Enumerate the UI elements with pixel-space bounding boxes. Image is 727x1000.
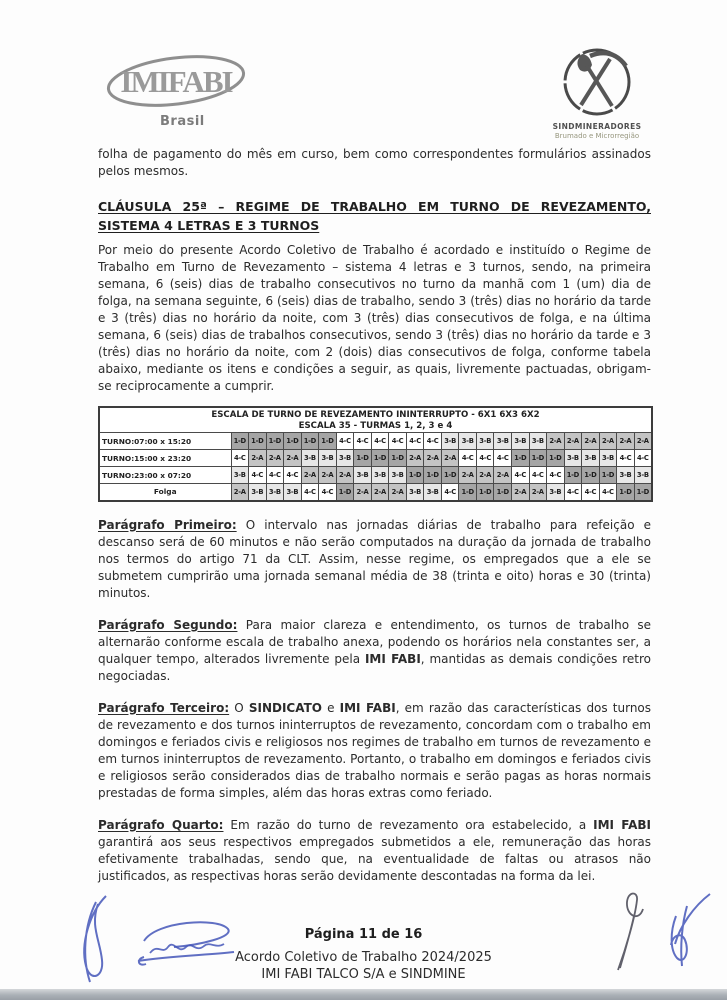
- schedule-cell: 2-A: [476, 467, 494, 484]
- document-body: [98, 146, 651, 885]
- paragraph-lead: Parágrafo Segundo:: [98, 617, 238, 632]
- schedule-cell: 1-D: [406, 467, 424, 484]
- schedule-cell: 3-B: [354, 467, 372, 484]
- schedule-cell: 3-B: [634, 467, 652, 484]
- schedule-cell: 2-A: [494, 467, 512, 484]
- schedule-cell: 3-B: [249, 484, 267, 501]
- schedule-cell: 1-D: [582, 467, 600, 484]
- schedule-cell: 4-C: [266, 467, 284, 484]
- schedule-cell: 3-B: [284, 484, 302, 501]
- schedule-cell: 2-A: [249, 450, 267, 467]
- shift-schedule-body: [99, 433, 652, 501]
- schedule-cell: 2-A: [634, 433, 652, 450]
- schedule-cell: 4-C: [424, 433, 442, 450]
- schedule-subtitle: ESCALA 35 - TURMAS 1, 2, 3 e 4: [99, 421, 652, 433]
- schedule-cell: 3-B: [336, 450, 354, 467]
- schedule-cell: 1-D: [459, 484, 477, 501]
- schedule-cell: 4-C: [476, 450, 494, 467]
- paragraph-lead: Parágrafo Quarto:: [98, 817, 224, 832]
- schedule-cell: 1-D: [476, 484, 494, 501]
- schedule-cell: 3-B: [424, 484, 442, 501]
- schedule-row-label: TURNO:07:00 x 15:20: [99, 433, 231, 450]
- schedule-cell: 1-D: [599, 467, 617, 484]
- schedule-cell: 4-C: [459, 450, 477, 467]
- clause-title: CLÁUSULA 25ª – REGIME DE TRABALHO EM TURNO DE REVEZAMENTO, SISTEMA 4 LETRAS E 3 TURNOS: [98, 199, 651, 233]
- schedule-cell: 4-C: [284, 467, 302, 484]
- schedule-cell: 2-A: [459, 467, 477, 484]
- schedule-cell: 3-B: [301, 450, 319, 467]
- paragraph-text: Em razão do turno de revezamento ora estabelecido, a IMI FABI garantirá aos seus respectivos empregados submetidos a ele, remuneração das horas efetivamente trabalhadas, sendo que, na eventualidade de faltas ou atrasos não justificados, as respectivas horas serão devidamente descontadas na forma da lei.: [98, 817, 651, 883]
- schedule-cell: 2-A: [301, 467, 319, 484]
- schedule-cell: 2-A: [529, 484, 547, 501]
- paragrafo-primeiro: [98, 517, 651, 602]
- schedule-cell: 3-B: [512, 433, 530, 450]
- schedule-title: ESCALA DE TURNO DE REVEZAMENTO ININTERRUPTO - 6X1 6X3 6X2: [211, 410, 540, 420]
- sindmineradores-name: SINDMINERADORES: [552, 122, 642, 131]
- schedule-cell: 2-A: [354, 484, 372, 501]
- crossed-pickaxe-shovel-icon: [560, 46, 634, 120]
- sindmineradores-region: Brumado e Microrregião: [554, 132, 640, 140]
- paragrafo-segundo: [98, 617, 651, 685]
- schedule-cell: 3-B: [406, 484, 424, 501]
- schedule-cell: 4-C: [599, 484, 617, 501]
- schedule-cell: 3-B: [319, 450, 337, 467]
- intro-paragraph: folha de pagamento do mês em curso, bem como correspondentes formulários assinados pelos mesmos.: [98, 147, 651, 178]
- schedule-row: [99, 484, 652, 501]
- schedule-cell: 1-D: [266, 433, 284, 450]
- schedule-cell: 4-C: [354, 433, 372, 450]
- schedule-cell: 4-C: [336, 433, 354, 450]
- schedule-cell: 4-C: [547, 467, 565, 484]
- schedule-cell: 4-C: [231, 450, 249, 467]
- paragraph-text: O SINDICATO e IMI FABI, em razão das características dos turnos de revezamento e dos turnos ininterruptos de revezamento, concordam com o trabalho em domingos e feriados civis e religiosos nos regimes de trabalho em turnos de revezamento e em turnos ininterruptos de revezamento. Portanto, o trabalho em domingos e feriados civis e religiosos serão considerados dias de trabalho normais e serão pagas as horas normais prestadas de forma simples, além das horas extras como feriado.: [98, 700, 652, 800]
- paragrafo-quarto: [98, 817, 651, 885]
- schedule-cell: 1-D: [617, 484, 635, 501]
- schedule-cell: 1-D: [354, 450, 372, 467]
- schedule-cell: 3-B: [231, 467, 249, 484]
- schedule-cell: 3-B: [441, 433, 459, 450]
- schedule-cell: 1-D: [529, 450, 547, 467]
- schedule-cell: 4-C: [564, 484, 582, 501]
- schedule-cell: 2-A: [406, 450, 424, 467]
- schedule-cell: 1-D: [634, 484, 652, 501]
- schedule-cell: 1-D: [389, 450, 407, 467]
- schedule-cell: 4-C: [249, 467, 267, 484]
- schedule-cell: 4-C: [301, 484, 319, 501]
- schedule-cell: 3-B: [389, 467, 407, 484]
- scan-edge: [0, 989, 727, 1000]
- schedule-cell: 1-D: [371, 450, 389, 467]
- paragrafo-terceiro: [98, 700, 651, 802]
- schedule-cell: 1-D: [301, 433, 319, 450]
- schedule-cell: 3-B: [494, 433, 512, 450]
- schedule-cell: 4-C: [371, 433, 389, 450]
- schedule-cell: 1-D: [319, 433, 337, 450]
- schedule-row-label: TURNO:15:00 x 23:20: [99, 450, 231, 467]
- schedule-cell: 4-C: [529, 467, 547, 484]
- schedule-cell: 4-C: [406, 433, 424, 450]
- schedule-cell: 1-D: [249, 433, 267, 450]
- schedule-cell: 2-A: [564, 433, 582, 450]
- schedule-cell: 1-D: [441, 467, 459, 484]
- schedule-cell: 1-D: [424, 467, 442, 484]
- schedule-cell: 2-A: [319, 467, 337, 484]
- paragraph-text: O intervalo nas jornadas diárias de trabalho para refeição e descanso será de 60 minutos e não serão computados na duração da jornada de trabalho nos termos do artigo 71 da CLT. Assim, nesse regime, os empregados que a ele se submetem cumprirão uma jornada semanal média de 38 (trinta e oito) horas e 30 (trinta) minutos.: [98, 517, 651, 600]
- shift-schedule-table: [98, 406, 653, 502]
- schedule-cell: 2-A: [512, 484, 530, 501]
- schedule-row: [99, 467, 652, 484]
- schedule-cell: 3-B: [459, 433, 477, 450]
- imifabi-logo: [102, 52, 262, 129]
- schedule-cell: 3-B: [564, 450, 582, 467]
- schedule-cell: 2-A: [284, 450, 302, 467]
- schedule-cell: 2-A: [599, 433, 617, 450]
- paragraph-lead: Parágrafo Primeiro:: [98, 517, 237, 532]
- schedule-cell: 4-C: [441, 484, 459, 501]
- page-number: Página 11 de 16: [304, 927, 423, 942]
- schedule-cell: 2-A: [231, 484, 249, 501]
- schedule-cell: 3-B: [599, 450, 617, 467]
- schedule-cell: 2-A: [266, 450, 284, 467]
- imifabi-logo-text: IMIFABI: [120, 64, 232, 99]
- schedule-row-label: TURNO:23:00 x 07:20: [99, 467, 231, 484]
- schedule-cell: 4-C: [582, 484, 600, 501]
- schedule-cell: 3-B: [617, 467, 635, 484]
- schedule-cell: 4-C: [389, 433, 407, 450]
- schedule-cell: 1-D: [284, 433, 302, 450]
- schedule-row: [99, 450, 652, 467]
- schedule-cell: 2-A: [617, 433, 635, 450]
- schedule-cell: 1-D: [231, 433, 249, 450]
- imifabi-logo-subtitle: Brasil: [160, 114, 205, 129]
- imifabi-logo-mark: [102, 52, 252, 114]
- schedule-cell: 2-A: [547, 433, 565, 450]
- schedule-cell: 2-A: [389, 484, 407, 501]
- schedule-cell: 3-B: [582, 450, 600, 467]
- schedule-cell: 1-D: [512, 450, 530, 467]
- schedule-cell: 2-A: [441, 450, 459, 467]
- footer-parties: IMI FABI TALCO S/A e SINDMINE: [261, 967, 466, 982]
- paragraph-lead: Parágrafo Terceiro:: [98, 700, 230, 715]
- clause-body: Por meio do presente Acordo Coletivo de Trabalho é acordado e instituído o Regime de Trabalho em Turno de Revezamento – sistema 4 letras e 3 turnos, sendo, na primeira semana, 6 (seis) dias de trabalho consecutivos no turno da manhã com 1 (um) dia de folga, na semana seguinte, 6 (seis) dias de trabalho, sendo 3 (três) dias no horário da tarde e 3 (três) dias no horário da noite, com 3 (três) dias consecutivos de folga, e na última semana, 6 (seis) dias de trabalhos consecutivos, sendo 3 (três) dias no horário da tarde e 3 (três) dias no horário da noite, com 2 (dois) dias consecutivos de folga, conforme tabela abaixo, mediante os itens e condições a seguir, as quais, livremente pactuadas, obrigam-se reciprocamente a cumprir.: [98, 243, 651, 393]
- schedule-cell: 4-C: [634, 450, 652, 467]
- schedule-row: [99, 433, 652, 450]
- schedule-cell: 4-C: [617, 450, 635, 467]
- schedule-cell: 3-B: [371, 467, 389, 484]
- schedule-cell: 4-C: [319, 484, 337, 501]
- schedule-cell: 2-A: [424, 450, 442, 467]
- schedule-cell: 3-B: [547, 484, 565, 501]
- schedule-cell: 2-A: [371, 484, 389, 501]
- schedule-cell: 3-B: [529, 433, 547, 450]
- schedule-row-label: Folga: [99, 484, 231, 501]
- schedule-cell: 1-D: [547, 450, 565, 467]
- paragraph-text: Para maior clareza e entendimento, os turnos de trabalho se alternarão conforme escala de trabalho anexa, podendo os horários nela constantes ser, a qualquer tempo, alterados livremente pela IMI FABI, mantidas as demais condições retro negociadas.: [98, 617, 651, 683]
- schedule-cell: 2-A: [336, 467, 354, 484]
- schedule-cell: 4-C: [512, 467, 530, 484]
- schedule-cell: 1-D: [564, 467, 582, 484]
- schedule-cell: 1-D: [336, 484, 354, 501]
- schedule-cell: 2-A: [582, 433, 600, 450]
- schedule-cell: 3-B: [476, 433, 494, 450]
- schedule-cell: 4-C: [494, 450, 512, 467]
- schedule-cell: 1-D: [494, 484, 512, 501]
- schedule-cell: 3-B: [266, 484, 284, 501]
- footer-doc-title: Acordo Coletivo de Trabalho 2024/2025: [235, 950, 492, 965]
- sindmineradores-logo: [538, 46, 656, 140]
